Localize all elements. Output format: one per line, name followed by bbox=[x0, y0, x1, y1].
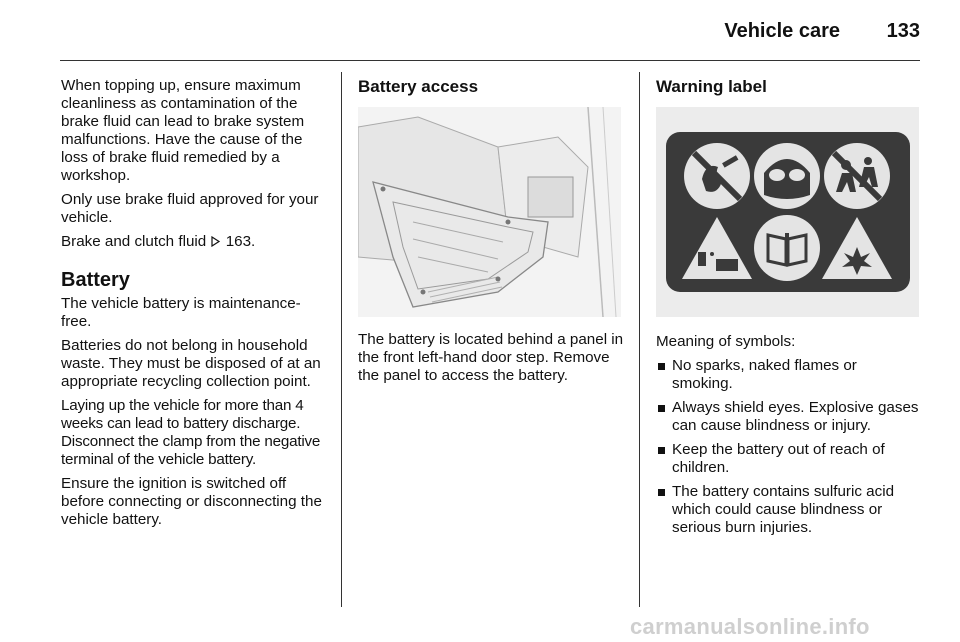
right-column bbox=[656, 77, 921, 543]
page-reference-arrow-icon bbox=[210, 236, 221, 247]
paragraph: Meaning of symbols: bbox=[656, 333, 796, 350]
reference-text: Brake and clutch fluid bbox=[61, 233, 207, 250]
page-number: 133 bbox=[886, 20, 920, 42]
paragraph: When topping up, ensure maximum cleanliness as contamination of the brake fluid can lead to brake system malfunctions. Have the cause of the loss of brake fluid remedied by a workshop. bbox=[61, 77, 305, 184]
eye-protection-icon bbox=[754, 143, 820, 209]
reference-link[interactable]: 163. bbox=[225, 233, 256, 250]
left-column bbox=[61, 77, 327, 535]
paragraph: Laying up the vehicle for more than 4 weeks can lead to battery discharge. Disconnect the clamp from the negative terminal of the vehicle battery. bbox=[61, 397, 321, 468]
paragraph: Only use brake fluid approved for your vehicle. bbox=[61, 191, 319, 226]
watermark: carmanualsonline.info bbox=[630, 614, 870, 639]
symbol-meaning-list bbox=[656, 357, 921, 537]
middle-column bbox=[358, 77, 624, 391]
keep-away-from-children-icon bbox=[824, 143, 890, 209]
read-manual-icon bbox=[754, 215, 820, 281]
door-step-panel-drawing bbox=[358, 107, 621, 317]
list-item: Keep the battery out of reach of children. bbox=[656, 441, 921, 477]
subheading-battery-access: Battery access bbox=[358, 77, 479, 96]
subheading-warning-label: Warning label bbox=[656, 77, 767, 96]
paragraph: The vehicle battery is maintenance-free. bbox=[61, 295, 301, 330]
chapter-title: Vehicle care bbox=[724, 20, 840, 42]
paragraph: The battery is located behind a panel in the front left-hand door step. Remove the panel to access the battery. bbox=[358, 331, 624, 384]
page-header bbox=[60, 0, 920, 61]
column-divider bbox=[341, 72, 342, 607]
paragraph: Ensure the ignition is switched off before connecting or disconnecting the vehicle battery. bbox=[61, 475, 322, 528]
list-item: No sparks, naked flames or smoking. bbox=[656, 357, 921, 393]
column-divider bbox=[639, 72, 640, 607]
warning-label-illustration bbox=[656, 107, 919, 317]
list-item: Always shield eyes. Explosive gases can cause blindness or injury. bbox=[656, 399, 921, 435]
paragraph bbox=[61, 233, 327, 251]
no-flames-icon bbox=[684, 143, 750, 209]
list-item: The battery contains sulfuric acid which could cause blindness or serious burn injuries. bbox=[656, 483, 921, 537]
paragraph: Batteries do not belong in household waste. They must be disposed of at an appropriate recycling collection point. bbox=[61, 337, 321, 390]
section-heading-battery: Battery bbox=[61, 269, 130, 291]
battery-access-illustration bbox=[358, 107, 621, 317]
